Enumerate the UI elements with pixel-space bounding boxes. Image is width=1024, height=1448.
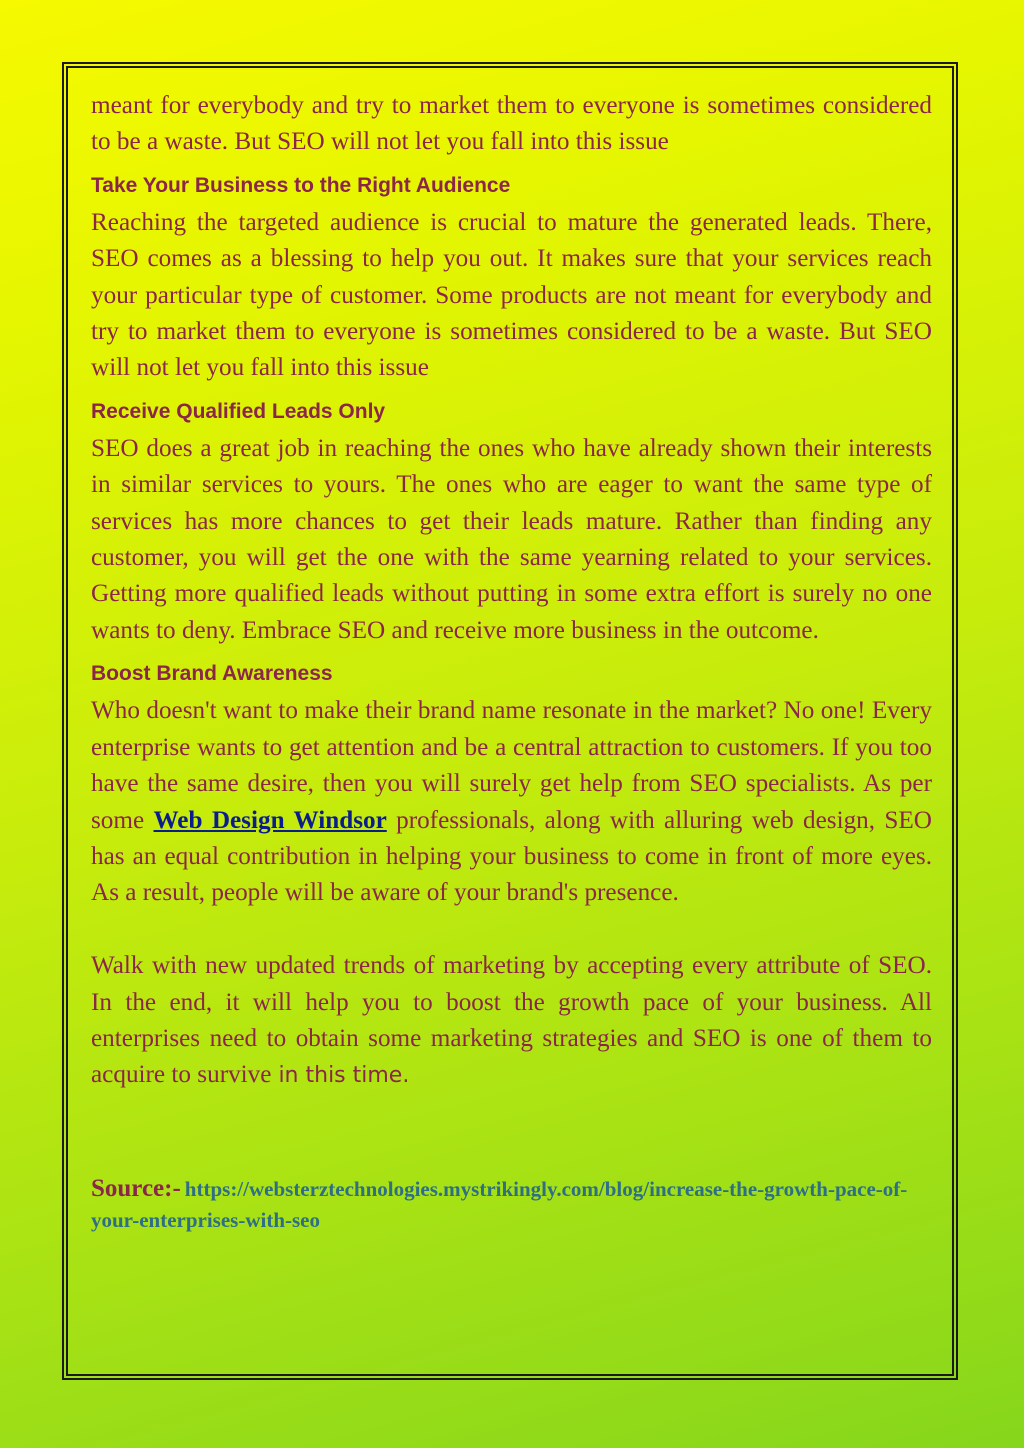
paragraph-right-audience: Reaching the targeted audience is crucial to mature the generated leads. There, SEO comes as a blessing to help you out. It makes sure that your services reach your particular type of customer. Some products are not meant for everybody and try to market them to everyone is sometimes considered to be a waste. But SEO will not let you fall into this issue — [91, 208, 932, 382]
closing-paragraph — [91, 948, 932, 1095]
closing-text-tail: in this time. — [271, 1063, 410, 1089]
closing-text: Walk with new updated trends of marketing by accepting every attribute of SEO. In the end, it will help you to boost the growth pace of your business. All enterprises need to obtain some marketing strategies and SEO is one of them to acquire to survive — [91, 952, 932, 1089]
document-content — [91, 88, 932, 1237]
intro-paragraph: meant for everybody and try to market them to everyone is sometimes considered to be a waste. But SEO will not let you fall into this issue — [91, 92, 932, 156]
source-label: Source:- — [91, 1174, 181, 1202]
paragraph-brand-awareness — [91, 693, 932, 911]
web-design-windsor-link[interactable]: Web Design Windsor — [153, 806, 387, 834]
heading-brand-awareness: Boost Brand Awareness — [91, 662, 333, 686]
brand-awareness-text-after-link: professionals, along with alluring web design, SEO has an equal contribution in helping your business to come in front of more eyes. As a result, people will be aware of your brand's presence. — [91, 806, 932, 907]
brand-awareness-text-before-link: Who doesn't want to make their brand name resonate in the market? No one! Every enterprise wants to get attention and be a central attraction to customers. If you too have the same desire, then you will surely get help from SEO specialists. As per some — [91, 697, 932, 834]
paragraph-spacer — [91, 912, 932, 948]
heading-qualified-leads: Receive Qualified Leads Only — [91, 399, 386, 423]
paragraph-qualified-leads: SEO does a great job in reaching the ones who have already shown their interests in similar services to yours. The ones who are eager to want the same type of services has more chances to get their leads mature. Rather than finding any customer, you will get the one with the same yearning related to your services. Getting more qualified leads without putting in some extra effort is surely no one wants to deny. Embrace SEO and receive more business in the outcome. — [91, 434, 932, 644]
source-citation — [91, 1175, 932, 1237]
source-url-link[interactable]: https://websterztechnologies.mystrikingly.com/blog/increase-the-growth-pace-of-your-enterprises-with-seo — [91, 1176, 908, 1232]
heading-right-audience: Take Your Business to the Right Audience — [91, 173, 511, 197]
